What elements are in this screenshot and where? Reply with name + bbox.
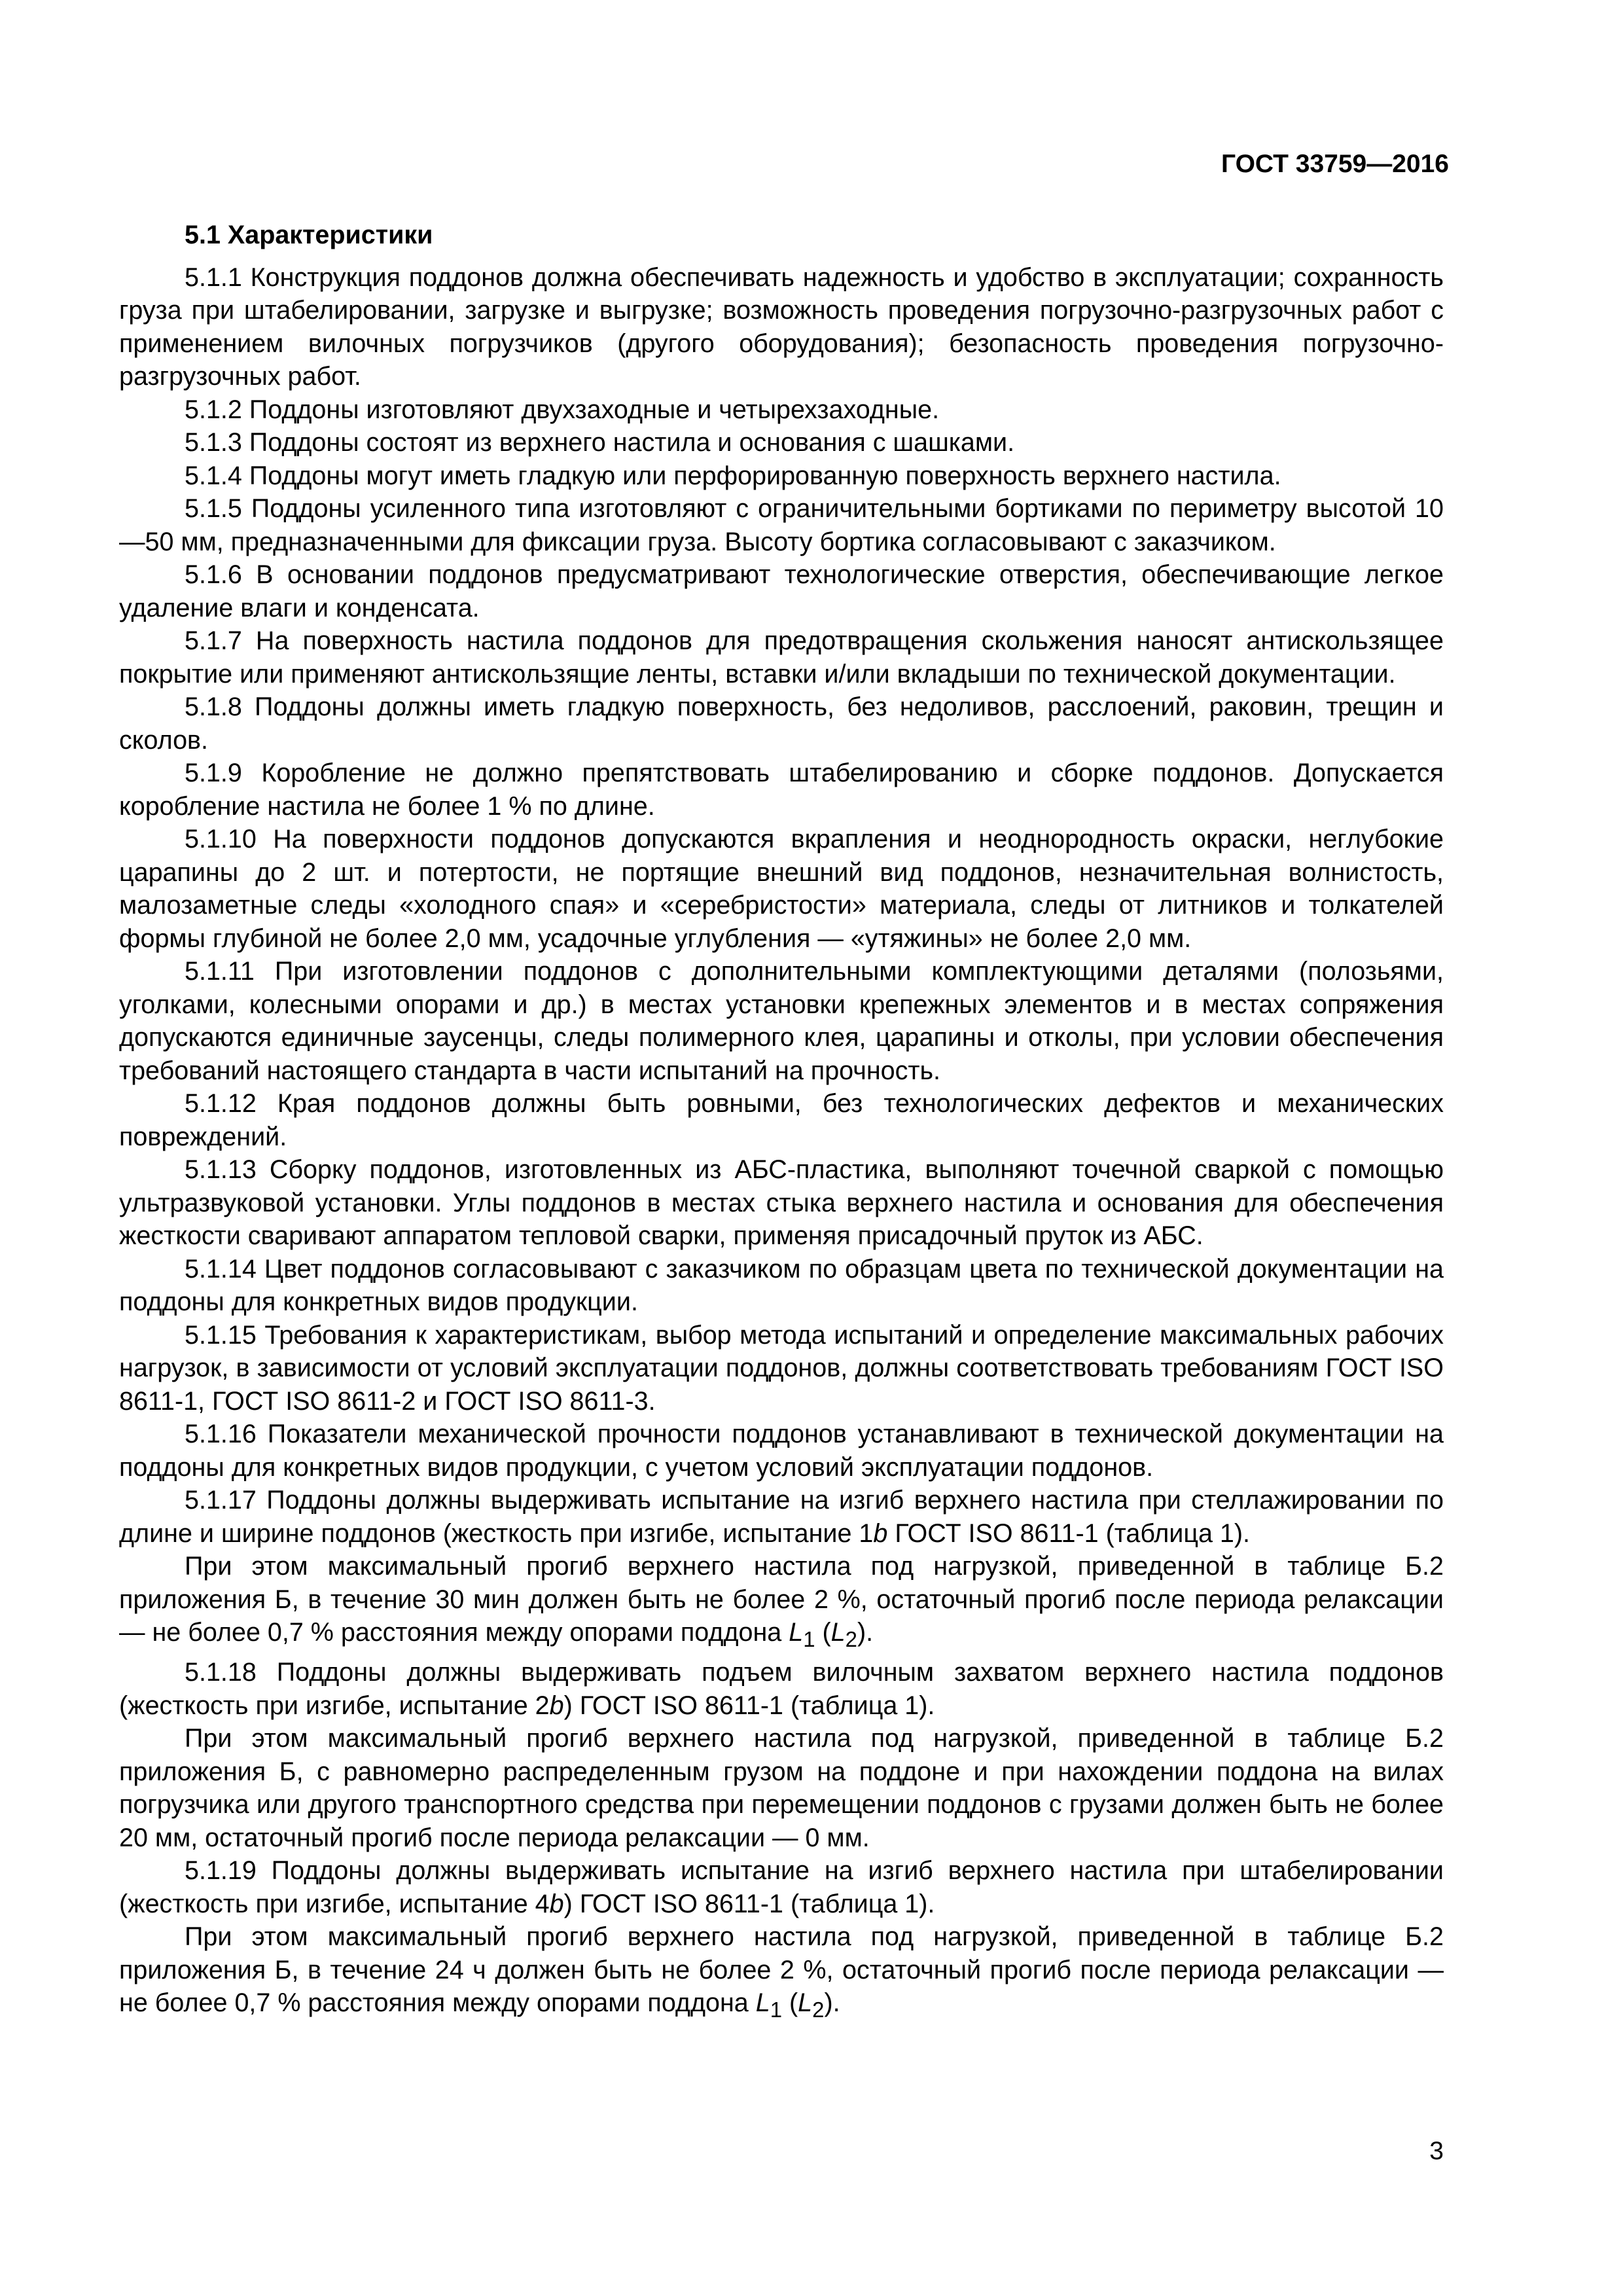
paragraph-5-1-3: 5.1.3 Поддоны состоят из верхнего настила и основания с шашками.	[185, 428, 1015, 457]
paragraph-5-1-14: 5.1.14 Цвет поддонов согласовывают с заказчиком по образцам цвета по технической документации на поддоны для конкретных видов продукции.	[119, 1254, 1444, 1316]
paragraph-text: ).	[824, 1988, 840, 2018]
standard-header: ГОСТ 33759—2016	[1221, 150, 1449, 178]
paragraph-5-1-7: 5.1.7 На поверхность настила поддонов для предотвращения скольжения наносят антискользящее покрытие или применяют антискользящие ленты, вставки и/или вкладыши по технической документации.	[119, 626, 1444, 689]
paragraph-5-1-4: 5.1.4 Поддоны могут иметь гладкую или перфорированную поверхность верхнего настила.	[185, 461, 1281, 490]
subscript: 2	[845, 1626, 857, 1651]
subscript: 1	[770, 1998, 783, 2022]
symbol-l-italic: L	[798, 1988, 813, 2018]
paragraph-text: 5.1.18 Поддоны должны выдерживать подъем вилочным захватом верхнего настила поддонов (жесткость при изгибе, испытание 2	[119, 1658, 1444, 1720]
page-number: 3	[1429, 2137, 1444, 2165]
paragraph-5-1-2: 5.1.2 Поддоны изготовляют двухзаходные и четырехзаходные.	[185, 395, 940, 424]
symbol-l-italic: L	[789, 1618, 804, 1647]
paragraph-5-1-1: 5.1.1 Конструкция поддонов должна обеспечивать надежность и удобство в эксплуатации; сохранность груза при штабелировании, загрузке и выгрузке; возможность проведения погрузочно-разгрузочных работ с применением вилочных погрузчиков (другого оборудования); безопасность проведения погрузочно-разгрузочных работ.	[119, 262, 1444, 391]
symbol-l-italic: L	[830, 1618, 846, 1647]
paragraph-5-1-9: 5.1.9 Коробление не должно препятствовать штабелированию и сборке поддонов. Допускается коробление настила не более 1 % по длине.	[119, 759, 1444, 821]
symbol-l-italic: L	[755, 1988, 770, 2018]
paragraph-text: При этом максимальный прогиб верхнего настила под нагрузкой, приведенной в таблице Б.2 приложения Б, в течение 24 ч должен быть не более 2 %, остаточный прогиб после периода релаксации — не более 0,7 % расстояния между опорами поддона	[119, 1922, 1444, 2018]
paragraph-5-1-13: 5.1.13 Сборку поддонов, изготовленных из АБС-пластика, выполняют точечной сваркой с помощью ультразвуковой установки. Углы поддонов в местах стыка верхнего настила и основания для обеспечения жесткости сваривают аппаратом тепловой сварки, применяя присадочный пруток из АБС.	[119, 1155, 1444, 1250]
section-title: 5.1 Характеристики	[185, 221, 433, 249]
paragraph-5-1-8: 5.1.8 Поддоны должны иметь гладкую поверхность, без недоливов, расслоений, раковин, трещин и сколов.	[119, 692, 1444, 755]
paragraph-text: (	[815, 1618, 831, 1647]
paragraph-5-1-6: 5.1.6 В основании поддонов предусматривают технологические отверстия, обеспечивающие легкое удаление влаги и конденсата.	[119, 560, 1444, 622]
paragraph-5-1-15: 5.1.15 Требования к характеристикам, выбор метода испытаний и определение максимальных рабочих нагрузок, в зависимости от условий эксплуатации поддонов, должны соответствовать требованиям ГОСТ ISO 8611-1, ГОСТ ISO 8611-2 и ГОСТ ISO 8611-3.	[119, 1320, 1444, 1416]
test-index-italic: b	[873, 1518, 888, 1548]
paragraph-5-1-18	[119, 1656, 1444, 1722]
subscript: 1	[803, 1626, 815, 1651]
paragraph-5-1-18-deflection: При этом максимальный прогиб верхнего настила под нагрузкой, приведенной в таблице Б.2 приложения Б, с равномерно распределенным грузом на поддоне и при нахождении поддона на вилах погрузчика или другого транспортного средства при перемещении поддонов с грузами должен быть не более 20 мм, остаточный прогиб после периода релаксации — 0 мм.	[119, 1724, 1444, 1852]
paragraph-text: 5.1.17 Поддоны должны выдерживать испытание на изгиб верхнего настила при стеллажировании по длине и ширине поддонов (жесткость при изгибе, испытание 1	[119, 1486, 1444, 1548]
paragraph-text: ) ГОСТ ISO 8611-1 (таблица 1).	[563, 1889, 935, 1918]
paragraph-text: При этом максимальный прогиб верхнего настила под нагрузкой, приведенной в таблице Б.2 приложения Б, в течение 30 мин должен быть не более 2 %, остаточный прогиб после периода релаксации — не более 0,7 % расстояния между опорами поддона	[119, 1552, 1444, 1647]
subscript: 2	[812, 1998, 825, 2022]
paragraph-text: ).	[857, 1618, 874, 1647]
test-index-italic: b	[549, 1691, 564, 1720]
paragraph-text: (	[782, 1988, 798, 2018]
paragraph-5-1-12: 5.1.12 Края поддонов должны быть ровными, без технологических дефектов и механических повреждений.	[119, 1089, 1444, 1151]
paragraph-5-1-17-deflection	[119, 1550, 1444, 1656]
paragraph-text: ГОСТ ISO 8611-1 (таблица 1).	[887, 1518, 1251, 1548]
paragraph-text: ) ГОСТ ISO 8611-1 (таблица 1).	[563, 1691, 935, 1720]
paragraph-5-1-11: 5.1.11 При изготовлении поддонов с дополнительными комплектующими деталями (полозьями, уголками, колесными опорами и др.) в местах установки крепежных элементов и в местах сопряжения допускаются единичные заусенцы, следы полимерного клея, царапины и отколы, при условии обеспечения требований настоящего стандарта в части испытаний на прочность.	[119, 957, 1444, 1085]
paragraph-5-1-19	[119, 1854, 1444, 1920]
paragraph-5-1-17	[119, 1484, 1444, 1550]
paragraph-5-1-5: 5.1.5 Поддоны усиленного типа изготовляют с ограничительными бортиками по периметру высотой 10—50 мм, предназначенными для фиксации груза. Высоту бортика согласовывают с заказчиком.	[119, 494, 1444, 556]
test-index-italic: b	[549, 1889, 564, 1918]
paragraph-5-1-19-deflection	[119, 1920, 1444, 2026]
paragraph-5-1-16: 5.1.16 Показатели механической прочности поддонов устанавливают в технической документации на поддоны для конкретных видов продукции, с учетом условий эксплуатации поддонов.	[119, 1420, 1444, 1482]
paragraph-5-1-10: 5.1.10 На поверхности поддонов допускаются вкрапления и неоднородность окраски, неглубокие царапины до 2 шт. и потертости, не портящие внешний вид поддонов, незначительная волнистость, малозаметные следы «холодного спая» и «серебристости» материала, следы от литников и толкателей формы глубиной не более 2,0 мм, усадочные углубления — «утяжины» не более 2,0 мм.	[119, 825, 1444, 953]
document-body	[119, 219, 1444, 2027]
paragraph-text: 5.1.19 Поддоны должны выдерживать испытание на изгиб верхнего настила при штабелировании (жесткость при изгибе, испытание 4	[119, 1856, 1444, 1918]
